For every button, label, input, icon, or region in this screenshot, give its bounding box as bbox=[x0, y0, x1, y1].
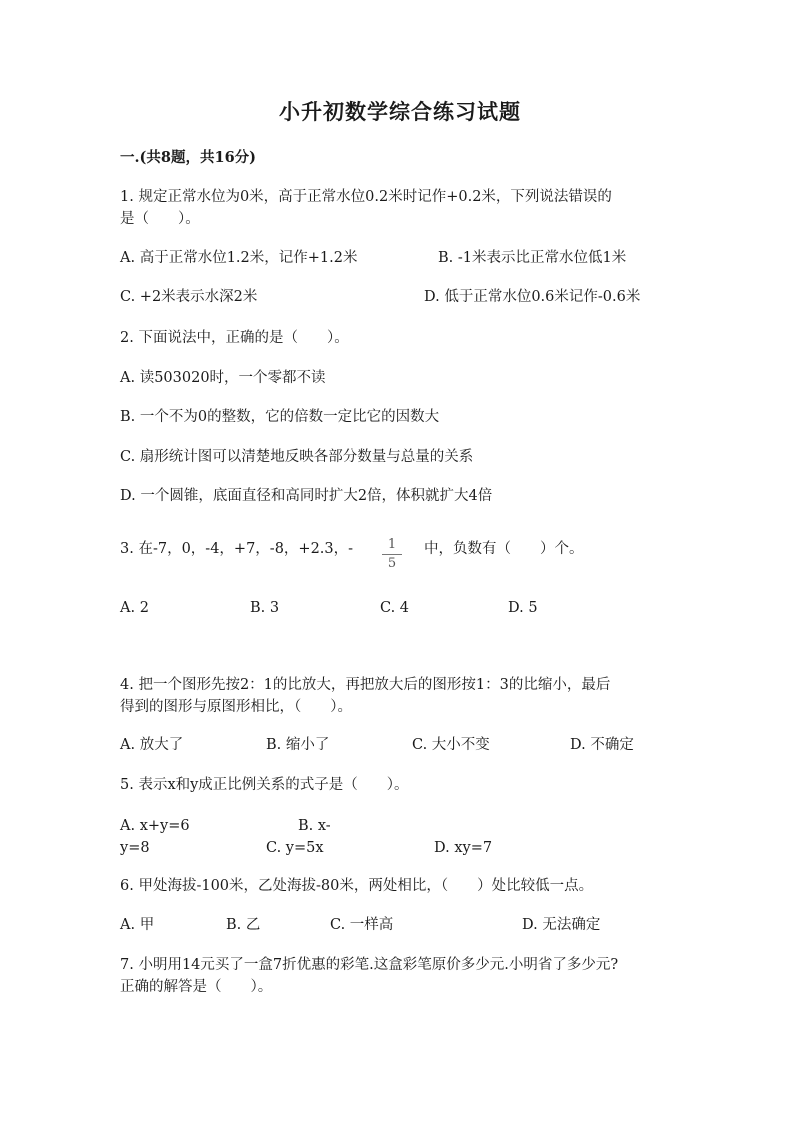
q3-fraction-numerator: 1 bbox=[387, 537, 397, 552]
q5-option-d[interactable]: D. xy=7 bbox=[434, 840, 493, 856]
q1-option-c[interactable]: C. +2米表示水深2米 bbox=[120, 289, 258, 305]
q4-stem-line2: 得到的图形与原图形相比，（ ）。 bbox=[120, 699, 352, 715]
q6-option-a[interactable]: A. 甲 bbox=[120, 917, 155, 933]
q3-option-d[interactable]: D. 5 bbox=[508, 600, 538, 616]
q3-option-b[interactable]: B. 3 bbox=[250, 600, 280, 616]
q4-stem-line1: 4. 把一个图形先按2：1的比放大，再把放大后的图形按1：3的比缩小，最后 bbox=[120, 677, 611, 693]
q4-option-c[interactable]: C. 大小不变 bbox=[412, 737, 490, 753]
q7-stem-line1: 7. 小明用14元买了一盒7折优惠的彩笔.这盒彩笔原价多少元.小明省了多少元? bbox=[120, 957, 619, 973]
q5-option-b-part1[interactable]: B. x- bbox=[298, 818, 331, 834]
q1-option-b[interactable]: B. -1米表示比正常水位低1米 bbox=[438, 250, 627, 266]
q7-stem-line2: 正确的解答是（ ）。 bbox=[120, 979, 273, 995]
q4-option-d[interactable]: D. 不确定 bbox=[570, 737, 634, 753]
q2-stem: 2. 下面说法中，正确的是（ ）。 bbox=[120, 330, 349, 346]
q3-stem-after: 中，负数有（ ）个。 bbox=[424, 541, 584, 557]
q1-option-a[interactable]: A. 高于正常水位1.2米，记作+1.2米 bbox=[120, 250, 358, 266]
section-heading: 一.(共8题，共16分) bbox=[120, 149, 257, 166]
q1-stem-line1: 1. 规定正常水位为0米，高于正常水位0.2米时记作+0.2米，下列说法错误的 bbox=[120, 189, 612, 205]
q3-fraction-bar bbox=[382, 554, 402, 555]
q3-fraction bbox=[380, 537, 404, 572]
q2-option-d[interactable]: D. 一个圆锥，底面直径和高同时扩大2倍，体积就扩大4倍 bbox=[120, 488, 493, 504]
q1-option-d[interactable]: D. 低于正常水位0.6米记作-0.6米 bbox=[424, 289, 641, 305]
q3-option-c[interactable]: C. 4 bbox=[380, 600, 410, 616]
q3-option-a[interactable]: A. 2 bbox=[120, 600, 149, 616]
q5-stem: 5. 表示x和y成正比例关系的式子是（ ）。 bbox=[120, 777, 409, 793]
q5-option-a[interactable]: A. x+y=6 bbox=[120, 818, 190, 834]
q5-option-b-part2[interactable]: y=8 bbox=[120, 840, 150, 856]
q6-option-b[interactable]: B. 乙 bbox=[226, 917, 261, 933]
q3-fraction-denominator: 5 bbox=[387, 556, 397, 571]
q6-option-d[interactable]: D. 无法确定 bbox=[522, 917, 601, 933]
q6-option-c[interactable]: C. 一样高 bbox=[330, 917, 394, 933]
q5-option-c[interactable]: C. y=5x bbox=[266, 840, 324, 856]
q4-option-b[interactable]: B. 缩小了 bbox=[266, 737, 330, 753]
q2-option-c[interactable]: C. 扇形统计图可以清楚地反映各部分数量与总量的关系 bbox=[120, 449, 474, 465]
page-title: 小升初数学综合练习试题 bbox=[279, 99, 521, 124]
q2-option-a[interactable]: A. 读503020时，一个零都不读 bbox=[120, 370, 326, 386]
q4-option-a[interactable]: A. 放大了 bbox=[120, 737, 184, 753]
q2-option-b[interactable]: B. 一个不为0的整数，它的倍数一定比它的因数大 bbox=[120, 409, 440, 425]
q6-stem: 6. 甲处海拔-100米，乙处海拔-80米，两处相比，（ ）处比较低一点。 bbox=[120, 878, 594, 894]
q1-stem-line2: 是（ ）。 bbox=[120, 211, 200, 227]
q3-stem-before: 3. 在-7，0，-4，+7，-8，+2.3，- bbox=[120, 541, 354, 557]
